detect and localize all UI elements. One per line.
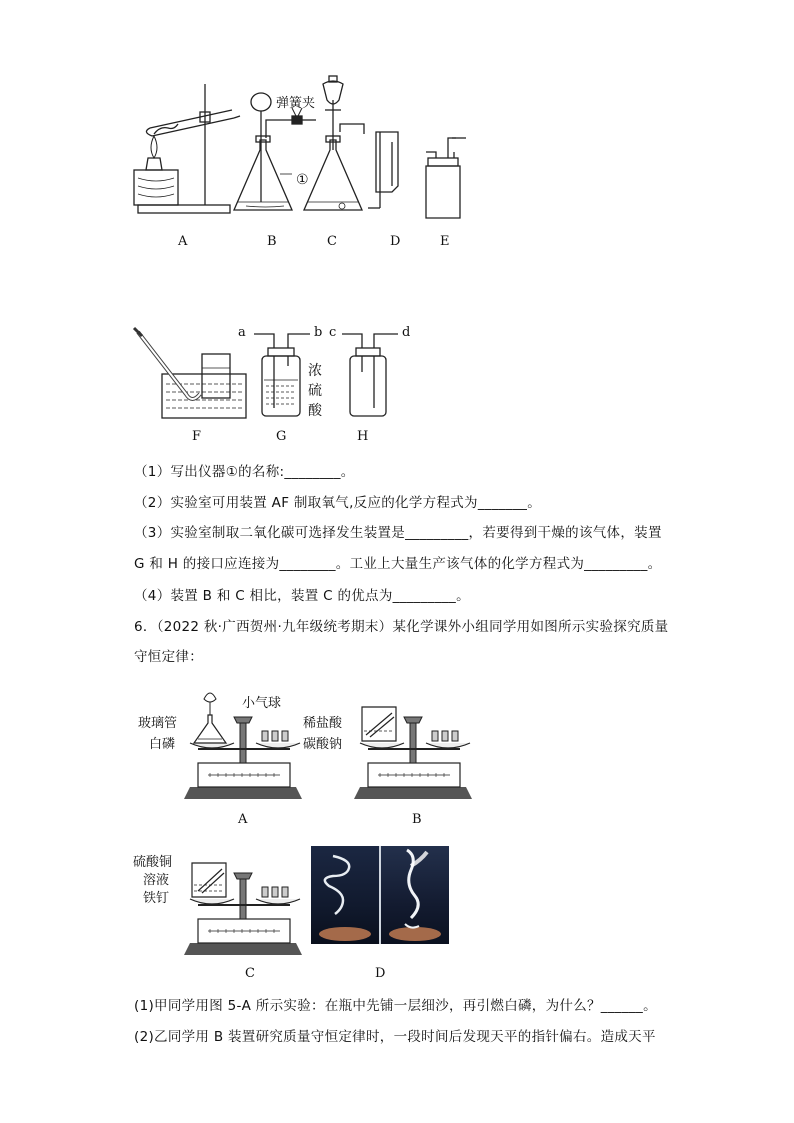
figure2-label-h: H — [357, 429, 369, 444]
photo-d-burning-wire — [311, 846, 449, 944]
question-1: （1）写出仪器①的名称:________。 — [134, 464, 355, 480]
label-dilute-hcl: 稀盐酸 — [303, 716, 343, 731]
apparatus-f — [134, 328, 246, 418]
sub-question-2: (2)乙同学用 B 装置研究质量守恒定律时，一段时间后发现天平的指针偏右。造成天平 — [134, 1029, 656, 1045]
figure1-label-c: C — [327, 234, 337, 249]
question-2: （2）实验室可用装置 AF 制取氧气,反应的化学方程式为_______。 — [134, 495, 542, 511]
figure3-label-c: C — [245, 966, 255, 981]
label-white-phosphorus: 白磷 — [149, 737, 176, 752]
label-copper-sulfate-2: 溶液 — [143, 873, 170, 888]
label-sodium-carbonate: 碳酸钠 — [303, 737, 343, 752]
acid-char-2: 硫 — [308, 383, 322, 399]
apparatus-g — [254, 334, 310, 416]
apparatus-e — [426, 138, 466, 218]
balance-c — [184, 863, 302, 955]
apparatus-d — [368, 132, 398, 208]
figure3-label-d: D — [375, 966, 386, 981]
port-a: a — [238, 325, 246, 340]
figure1-label-b: B — [267, 234, 277, 249]
figure1-label-a: A — [178, 234, 188, 249]
label-copper-sulfate-1: 硫酸铜 — [133, 855, 173, 870]
port-c: c — [329, 325, 337, 340]
balance-b — [354, 707, 472, 799]
port-d: d — [402, 325, 411, 340]
apparatus-h — [342, 334, 398, 416]
acid-char-3: 酸 — [308, 403, 322, 419]
figure1-label-d: D — [390, 234, 401, 249]
port-b: b — [314, 325, 323, 340]
figure3-label-b: B — [412, 812, 422, 827]
question-3-line-2: G 和 H 的接口应连接为________。工业上大量生产该气体的化学方程式为_________。 — [134, 556, 662, 572]
label-glass-tube: 玻璃管 — [138, 716, 178, 731]
sub-question-1: (1)甲同学用图 5-A 所示实验：在瓶中先铺一层细沙，再引燃白磷，为什么？______。 — [134, 998, 657, 1014]
spring-clip-label: 弹簧夹 — [276, 96, 316, 111]
problem-6-line-1: 6．（2022 秋·广西贺州·九年级统考期末）某化学课外小组同学用如图所示实验探究质量 — [134, 619, 669, 635]
question-4: （4）装置 B 和 C 相比，装置 C 的优点为_________。 — [134, 588, 470, 604]
question-3-line-1: （3）实验室制取二氧化碳可选择发生装置是_________，若要得到干燥的该气体，装置 — [134, 525, 662, 541]
problem-6-line-2: 守恒定律： — [134, 649, 203, 665]
instrument-1-marker: ① — [296, 172, 309, 188]
label-balloon: 小气球 — [242, 696, 282, 711]
figure1-label-e: E — [440, 234, 450, 249]
figure2-label-g: G — [276, 429, 287, 444]
figure3-label-a: A — [238, 812, 248, 827]
figure2-label-f: F — [192, 429, 202, 444]
label-iron-nail: 铁钉 — [143, 891, 170, 906]
acid-char-1: 浓 — [308, 363, 322, 379]
figure-apparatus-f-to-h — [128, 322, 418, 427]
apparatus-a — [134, 84, 240, 213]
